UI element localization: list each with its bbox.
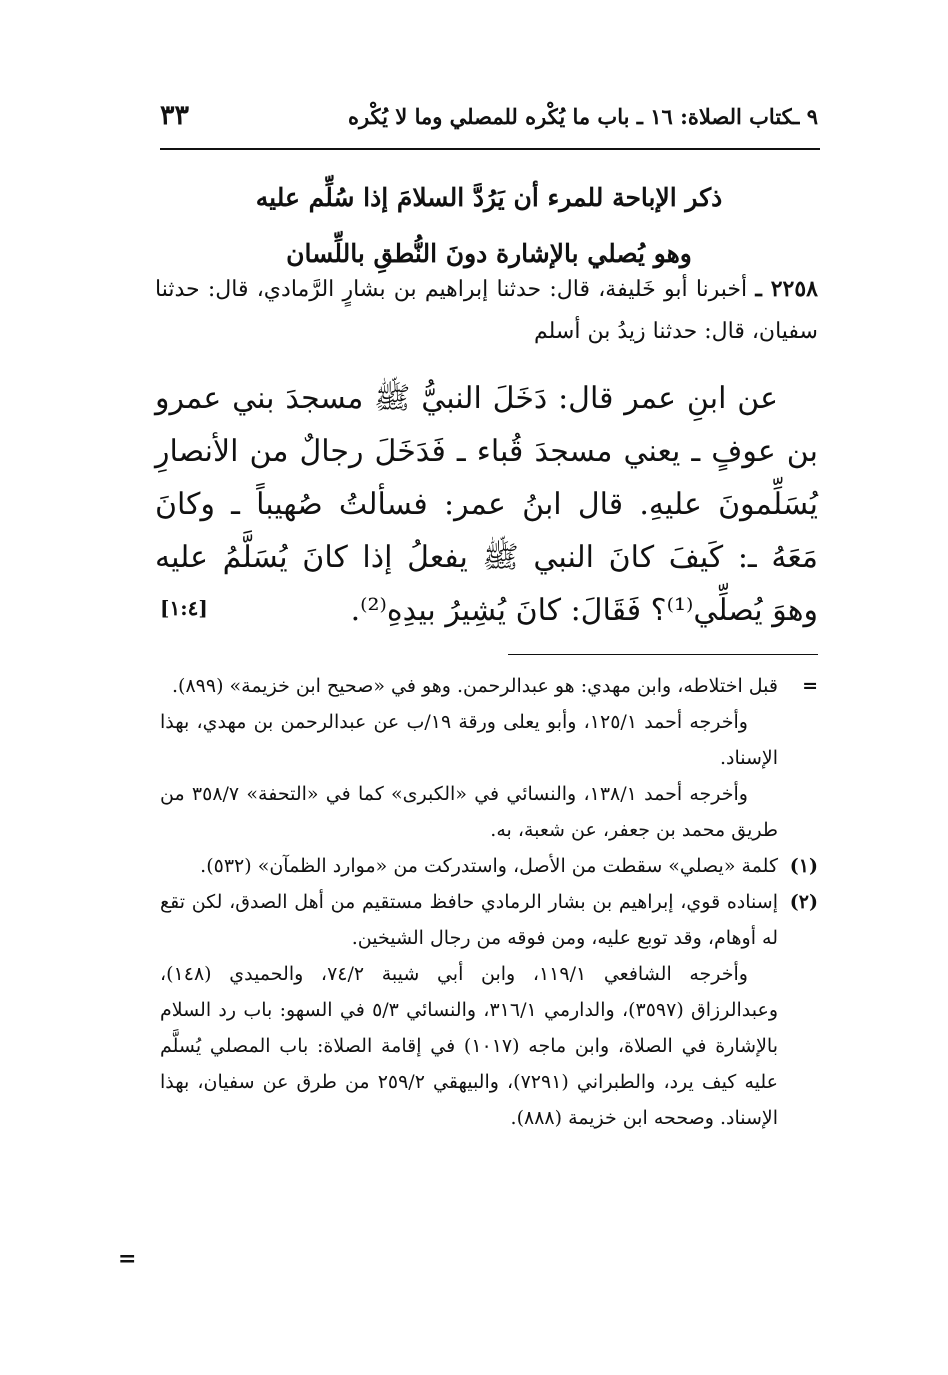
hadith-grade: [١:٤]	[160, 596, 208, 620]
footnote-paragraph: وأخرجه أحمد ١٢٥/١، وأبو يعلى ورقة ١٩/ب عن عبدالرحمن بن مهدي، بهذا الإسناد.	[160, 711, 778, 769]
matn-text: عن ابنِ عمر قال: دَخَلَ النبيُّ ﷺ مسجدَ بني عمرو بن عوفٍ ـ يعني مسجدَ قُباء ـ فَدَخَلَ رجالٌ من الأنصارِ يُسَلِّمونَ عليهِ. قال ابنُ عمر: فسألتُ صُهيباً ـ وكانَ مَعَهُ ـ: كَيفَ كانَ النبي ﷺ يفعلُ إذا كانَ يُسَلَّمُ عليه وهوَ يُصلِّي⁽¹⁾؟ فَقَالَ: كانَ يُشِيرُ بيدِهِ⁽²⁾.	[155, 381, 818, 628]
footnote-marker: (١)	[789, 855, 818, 877]
continuation-mark: =	[118, 1246, 137, 1272]
hadith-isnad	[155, 268, 818, 353]
footnote-paragraph: قبل اختلاطه، وابن مهدي: هو عبدالرحمن. وهو في «صحيح ابن خزيمة» (٨٩٩).	[171, 675, 778, 697]
footnote-continuation	[160, 668, 818, 848]
running-title: ٩ ـكتاب الصلاة: ١٦ ـ باب ما يُكْره للمصلي وما لا يُكْره	[347, 104, 818, 129]
hadith-matn	[155, 372, 818, 637]
footnote-1	[160, 848, 818, 884]
page-number: ٣٣	[160, 100, 190, 131]
chapter-heading-line-1: ذكر الإباحة للمرء أن يَرُدَّ السلامَ إذا سُلِّم عليه	[255, 183, 723, 212]
footnote-rule	[508, 654, 818, 655]
footnote-marker: (٢)	[789, 891, 818, 913]
footnote-marker: =	[802, 675, 818, 697]
chapter-heading	[160, 170, 818, 282]
footnote-paragraph: وأخرجه الشافعي ١١٩/١، وابن أبي شيبة ٧٤/٢، والحميدي (١٤٨)، وعبدالرزاق (٣٥٩٧)، والدارمي ٣١٦/١، والنسائي ٥/٣ في السهو: باب رد السلام بالإشارة في الصلاة، وابن ماجه (١٠١٧) في إقامة الصلاة: باب المصلي يُسلَّم عليه كيف يرد، والطبراني (٧٢٩١)، والبيهقي ٢٥٩/٢ من طرق عن سفيان، بهذا الإسناد. وصححه ابن خزيمة (٨٨٨).	[160, 963, 778, 1129]
header-rule	[160, 148, 820, 150]
chapter-heading-line-2: وهو يُصلي بالإشارة دونَ النُّطقِ باللِّسان	[286, 239, 692, 268]
footnote-paragraph: وأخرجه أحمد ١٣٨/١، والنسائي في «الكبرى» كما في «التحفة» ٣٥٨/٧ من طريق محمد بن جعفر، عن شعبة، به.	[160, 783, 778, 841]
page-header	[160, 100, 818, 140]
isnad-text: أخبرنا أبو خَليفة، قال: حدثنا إبراهيم بن بشارٍ الرَّمادي، قال: حدثنا سفيان، قال: حدثنا زيدُ بن أسلم	[155, 277, 818, 344]
footnote-2	[160, 884, 818, 1136]
footnote-paragraph: إسناده قوي، إبراهيم بن بشار الرمادي حافظ مستقيم من أهل الصدق، لكن تقع له أوهام، وقد توبع عليه، ومن فوقه من رجال الشيخين.	[160, 891, 778, 949]
footnote-paragraph: كلمة «يصلي» سقطت من الأصل، واستدركت من «موارد الظمآن» (٥٣٢).	[200, 855, 778, 877]
hadith-number: ٢٢٥٨ ـ	[755, 276, 818, 302]
footnotes	[160, 668, 818, 1136]
